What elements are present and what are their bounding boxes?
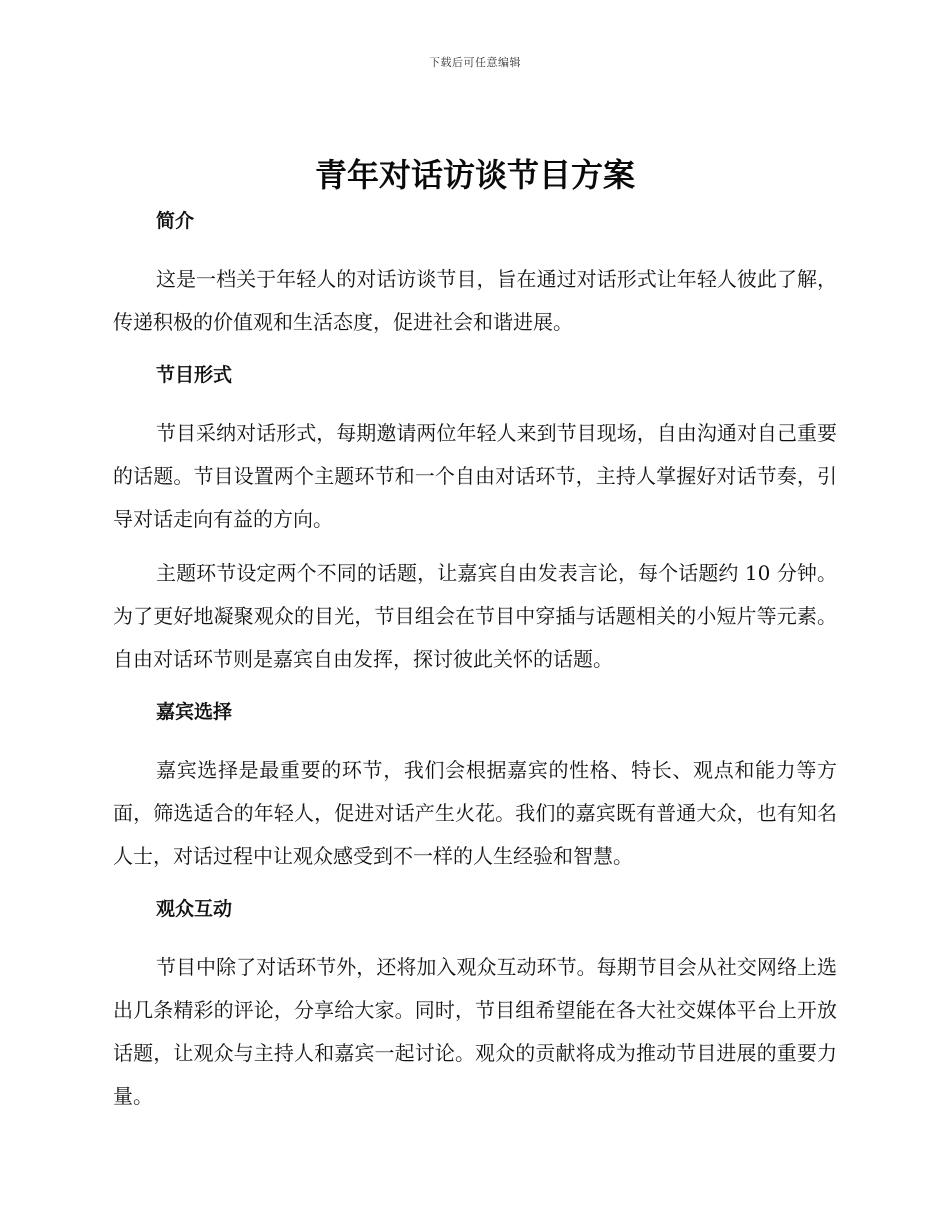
section-heading: 节目形式: [156, 364, 233, 386]
section-guests: [113, 695, 837, 892]
section-heading: 嘉宾选择: [156, 701, 233, 723]
section-audience: [113, 892, 837, 1118]
section-heading: 简介: [156, 210, 195, 232]
section-intro: [113, 204, 837, 358]
section-heading: 观众互动: [156, 898, 233, 920]
header-note: 下载后可任意编辑: [429, 56, 521, 69]
paragraph: 这是一档关于年轻人的对话访谈节目，旨在通过对话形式让年轻人彼此了解，传递积极的价值观和生活态度，促进社会和谐进展。: [113, 267, 837, 334]
paragraph: 节目中除了对话环节外，还将加入观众互动环节。每期节目会从社交网络上选出几条精彩的评论，分享给大家。同时，节目组希望能在各大社交媒体平台上开放话题，让观众与主持人和嘉宾一起讨论。观众的贡献将成为推动节目进展的重要力量。: [113, 955, 837, 1108]
paragraph: 嘉宾选择是最重要的环节，我们会根据嘉宾的性格、特长、观点和能力等方面，筛选适合的年轻人，促进对话产生火花。我们的嘉宾既有普通大众，也有知名人士，对话过程中让观众感受到不一样的人生经验和智慧。: [113, 758, 837, 868]
document-body: [113, 204, 837, 1118]
paragraph: 节目采纳对话形式，每期邀请两位年轻人来到节目现场，自由沟通对自己重要的话题。节目设置两个主题环节和一个自由对话环节，主持人掌握好对话节奏，引导对话走向有益的方向。: [113, 421, 837, 531]
section-format: [113, 358, 837, 695]
paragraph: 主题环节设定两个不同的话题，让嘉宾自由发表言论，每个话题约 10 分钟。为了更好地凝聚观众的目光，节目组会在节目中穿插与话题相关的小短片等元素。自由对话环节则是嘉宾自由发挥，探讨彼此关怀的话题。: [113, 561, 837, 671]
document-title: 青年对话访谈节目方案: [314, 156, 635, 194]
